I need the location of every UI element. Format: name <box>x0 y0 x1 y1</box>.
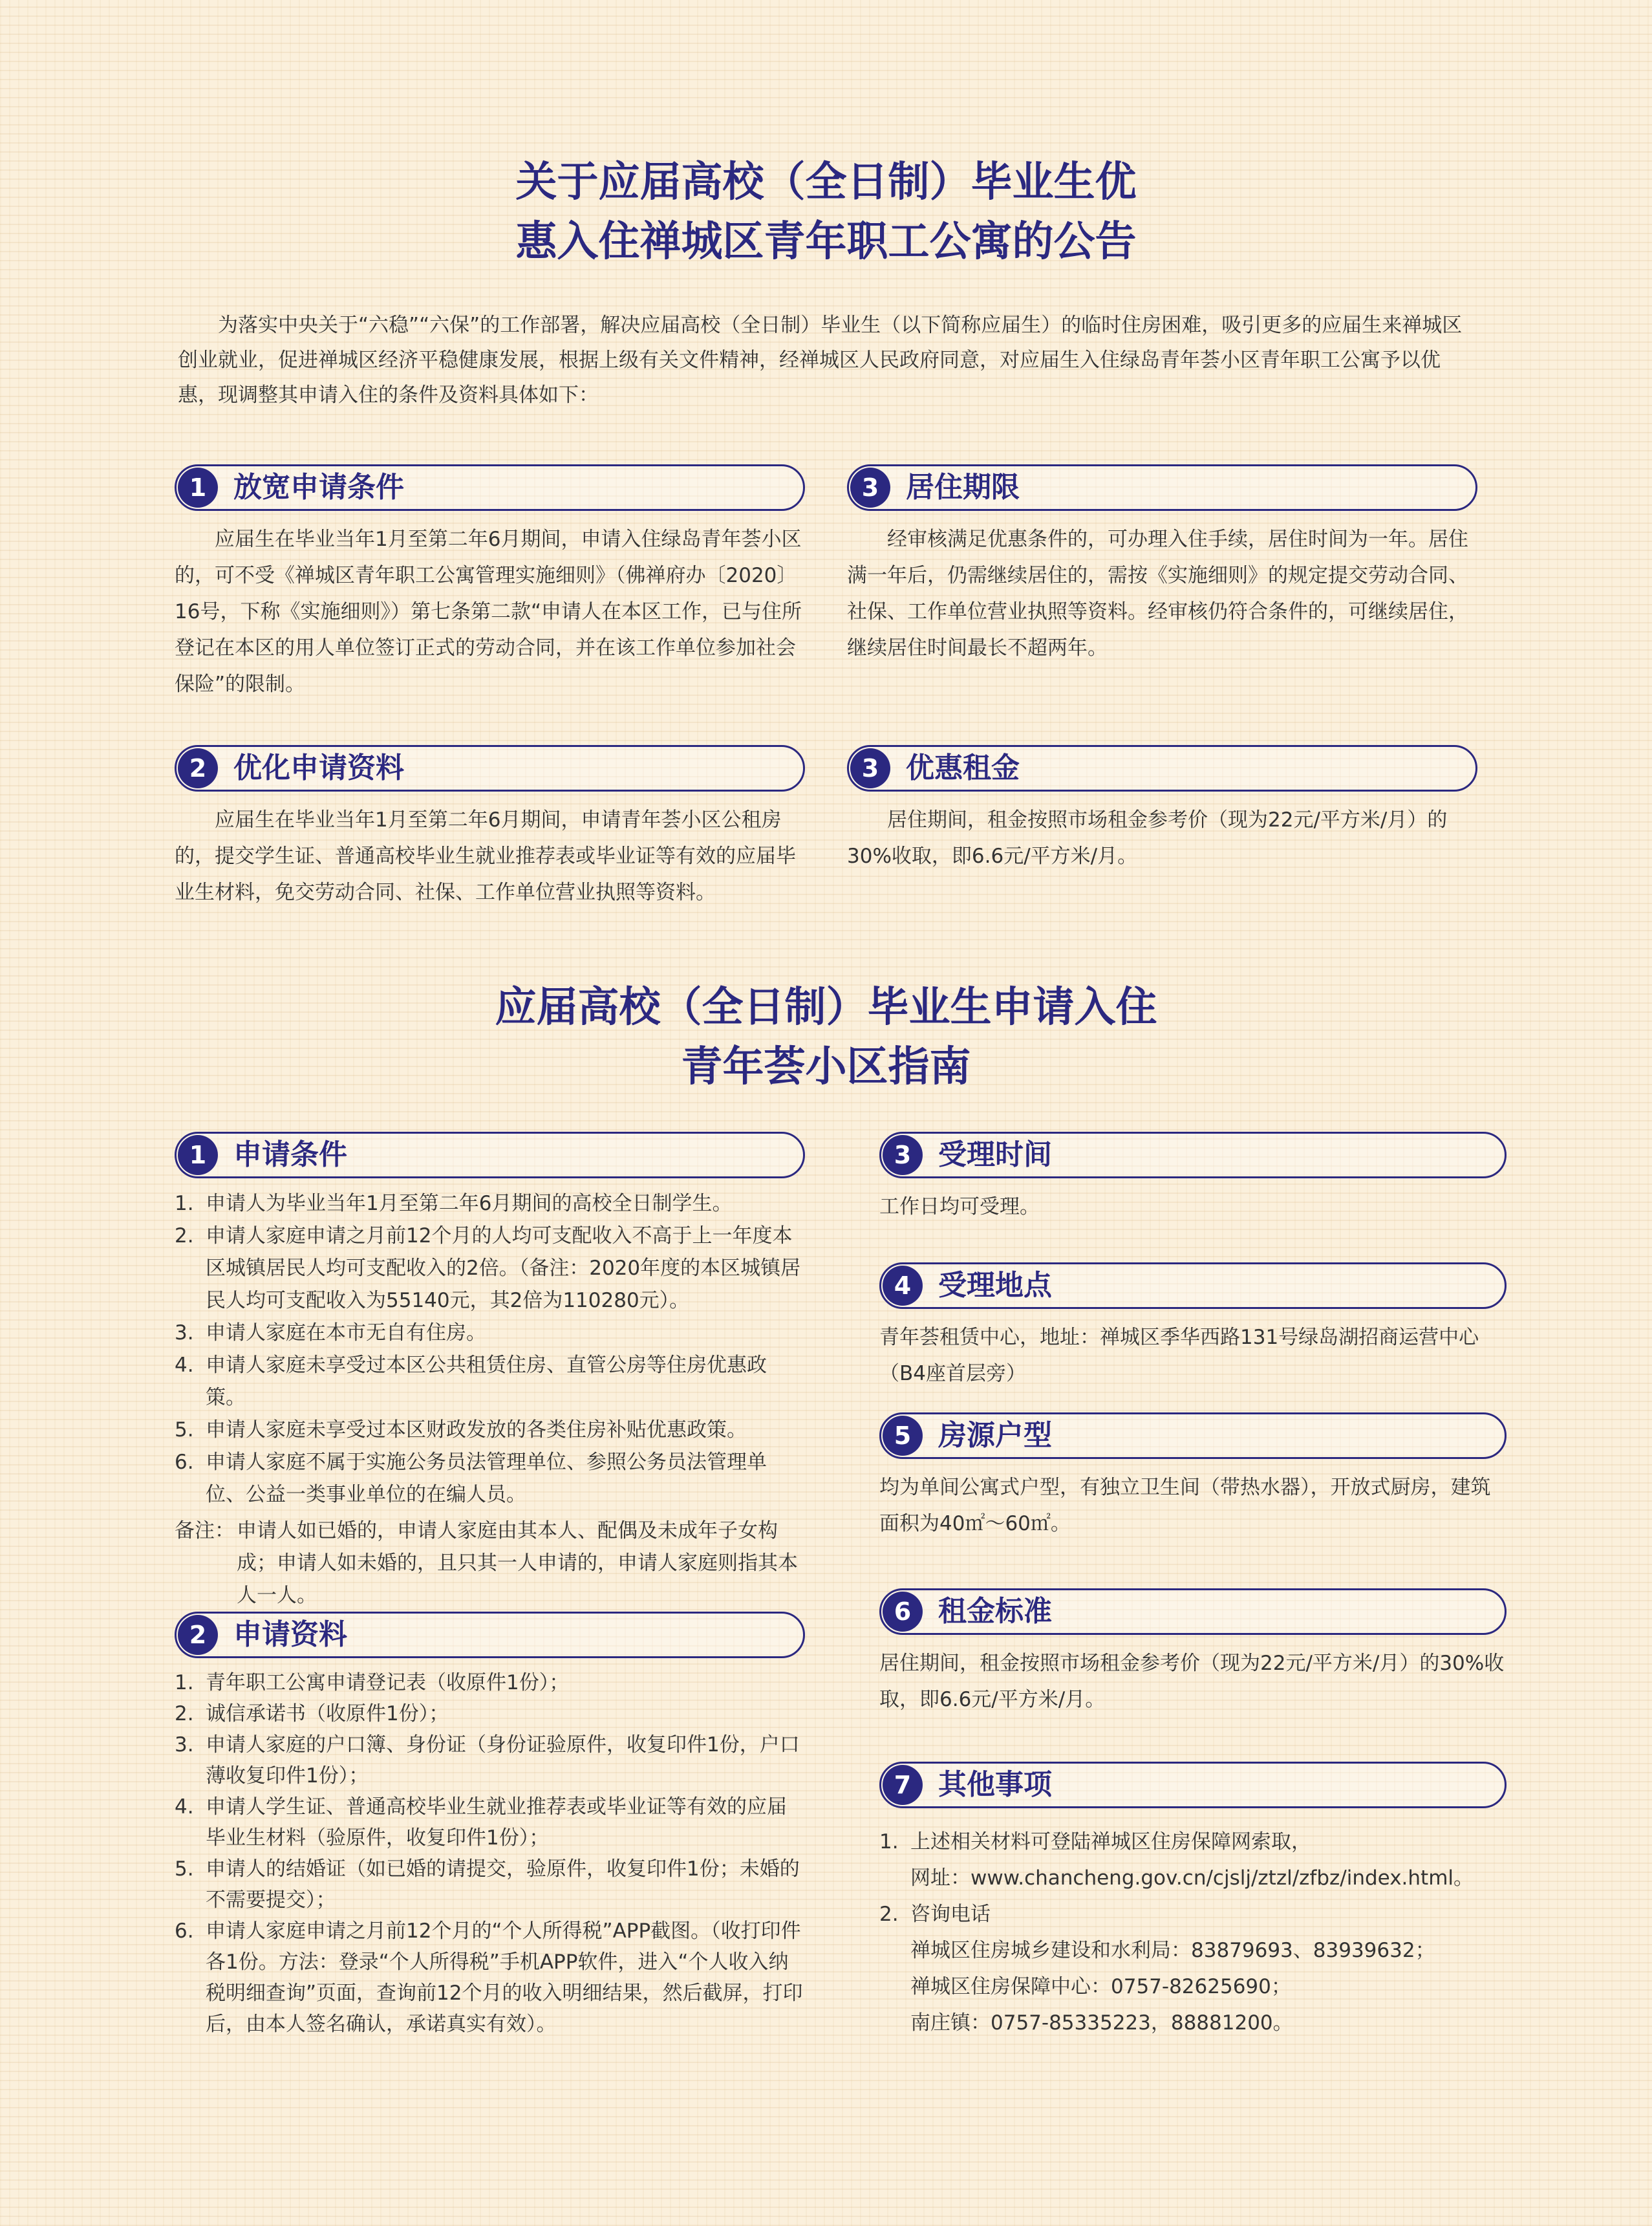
note-label: 备注： <box>175 1519 235 1542</box>
list-text: 申请人家庭不属于实施公务员法管理单位、参照公务员法管理单位、公益一类事业单位的在编人员。 <box>206 1451 767 1506</box>
announcement-intro: 为落实中央关于“六稳”“六保”的工作部署，解决应届高校（全日制）毕业生（以下简称应届生）的临时住房困难，吸引更多的应届生来禅城区创业就业，促进禅城区经济平稳健康发展，根据上级有关文件精神，经禅城区人民政府同意，对应届生入住绿岛青年荟小区青年职工公寓予以优惠，现调整其申请入住的条件及资料具体如下： <box>178 314 1463 407</box>
section-header <box>847 464 1477 511</box>
list-number: 2. <box>175 1702 194 1725</box>
section-text: 居住期间，租金按照市场租金参考价（现为22元/平方米/月）的30%收取，即6.6元/平方米/月。 <box>847 808 1448 868</box>
section-relax-conditions <box>175 464 805 702</box>
section-header <box>879 1762 1507 1808</box>
section-title: 房源户型 <box>938 1419 1052 1452</box>
list-item <box>879 1824 1507 1860</box>
list-text: 申请人家庭未享受过本区公共租赁住房、直管公房等住房优惠政策。 <box>206 1354 767 1409</box>
list-number: 4. <box>175 1795 194 1819</box>
list-item <box>175 1446 805 1511</box>
announcement-title-line1: 关于应届高校（全日制）毕业生优 <box>515 158 1137 206</box>
list-number: 2. <box>175 1224 194 1248</box>
note-text: 申请人如已婚的，申请人家庭由其本人、配偶及未成年子女构成；申请人如未婚的，且只其一人申请的，申请人家庭则指其本人一人。 <box>237 1519 798 1607</box>
section-title: 受理地点 <box>938 1269 1052 1302</box>
guide-materials <box>175 1612 805 2040</box>
section-header <box>879 1412 1507 1459</box>
list-text: 申请人家庭申请之月前12个月的“个人所得税”APP截图。（收打印件各1份。方法：登录“个人所得税”手机APP软件，进入“个人收入纳税明细查询”页面，查询前12个月的收入明细结果，然后截屏，打印后，由本人签名确认，承诺真实有效）。 <box>206 1919 803 2036</box>
list-number: 2. <box>879 1903 899 1926</box>
list-text: 申请人的结婚证（如已婚的请提交，验原件，收复印件1份；未婚的不需要提交）； <box>206 1857 800 1912</box>
section-number-badge: 1 <box>178 1135 218 1175</box>
phone-line <box>879 1969 1507 2005</box>
guide-title <box>0 978 1652 1097</box>
list-item <box>175 1729 805 1791</box>
section-title: 申请条件 <box>233 1138 347 1171</box>
list-item <box>175 1317 805 1349</box>
list-number: 3. <box>175 1733 194 1756</box>
list-number: 5. <box>175 1418 194 1442</box>
list-number: 1. <box>175 1671 194 1694</box>
announcement-title <box>0 153 1652 272</box>
guide-place <box>879 1262 1507 1392</box>
conditions-list <box>175 1187 805 1511</box>
section-header <box>175 1132 805 1178</box>
guide-rooms <box>879 1412 1507 1542</box>
section-number-badge: 4 <box>883 1266 923 1306</box>
guide-rent <box>879 1588 1507 1718</box>
section-text: 经审核满足优惠条件的，可办理入住手续，居住时间为一年。居住满一年后，仍需继续居住的，需按《实施细则》的规定提交劳动合同、社保、工作单位营业执照等资料。经审核仍符合条件的，可继续居住，继续居住时间最长不超两年。 <box>847 528 1468 660</box>
section-number-badge: 3 <box>883 1135 923 1175</box>
other-list <box>879 1824 1507 2041</box>
section-discount-rent <box>847 745 1477 874</box>
section-header <box>879 1262 1507 1309</box>
section-title: 放宽申请条件 <box>233 471 404 504</box>
phone-text: 禅城区住房保障中心：0757-82625690； <box>910 1975 1291 1998</box>
list-text: 咨询电话 <box>910 1903 991 1926</box>
phone-text: 南庄镇：0757-85335223，88881200。 <box>910 2011 1293 2035</box>
section-optimize-materials <box>175 745 805 911</box>
section-number-badge: 6 <box>883 1592 923 1632</box>
section-number-badge: 7 <box>883 1765 923 1805</box>
conditions-note <box>175 1515 805 1612</box>
list-item <box>175 1187 805 1220</box>
list-number: 6. <box>175 1451 194 1474</box>
list-text: 申请人家庭的户口簿、身份证（身份证验原件，收复印件1份，户口薄收复印件1份）； <box>206 1733 800 1788</box>
list-text: 申请人家庭申请之月前12个月的人均可支配收入不高于上一年度本区城镇居民人均可支配收入的2倍。（备注：2020年度的本区城镇居民人均可支配收入为55140元，其2倍为110280元）。 <box>206 1224 801 1312</box>
section-text: 应届生在毕业当年1月至第二年6月期间，申请青年荟小区公租房的，提交学生证、普通高校毕业生就业推荐表或毕业证等有效的应届毕业生材料，免交劳动合同、社保、工作单位营业执照等资料。 <box>175 808 796 904</box>
guide-title-line2: 青年荟小区指南 <box>681 1043 971 1091</box>
list-text: 申请人学生证、普通高校毕业生就业推荐表或毕业证等有效的应届毕业生材料（验原件，收复印件1份）； <box>206 1795 787 1850</box>
section-number-badge: 3 <box>850 748 890 788</box>
list-text: 诚信承诺书（收原件1份）； <box>206 1702 449 1725</box>
list-item <box>175 1791 805 1853</box>
website-url[interactable] <box>879 1860 1507 1896</box>
list-number: 3. <box>175 1321 194 1345</box>
section-text: 居住期间，租金按照市场租金参考价（现为22元/平方米/月）的30%收取，即6.6元/平方米/月。 <box>879 1652 1505 1711</box>
section-header <box>175 464 805 511</box>
section-number-badge: 5 <box>883 1416 923 1456</box>
list-number: 5. <box>175 1857 194 1881</box>
guide-time <box>879 1132 1507 1225</box>
section-header <box>175 1612 805 1658</box>
list-item <box>175 1349 805 1414</box>
section-text: 均为单间公寓式户型，有独立卫生间（带热水器），开放式厨房，建筑面积为40㎡～60㎡。 <box>879 1476 1491 1535</box>
phone-line <box>879 2005 1507 2041</box>
section-title: 居住期限 <box>906 471 1020 504</box>
list-text: 青年职工公寓申请登记表（收原件1份）； <box>206 1671 570 1694</box>
section-number-badge: 2 <box>178 748 218 788</box>
guide-conditions <box>175 1132 805 1612</box>
list-number: 4. <box>175 1354 194 1377</box>
list-text: 申请人家庭在本市无自有住房。 <box>206 1321 486 1345</box>
guide-other <box>879 1762 1507 2041</box>
section-title: 优惠租金 <box>906 751 1020 784</box>
materials-list <box>175 1667 805 2040</box>
section-header <box>847 745 1477 792</box>
section-header <box>879 1588 1507 1635</box>
section-title: 其他事项 <box>938 1768 1052 1801</box>
list-item <box>175 1698 805 1729</box>
guide-title-line1: 应届高校（全日制）毕业生申请入住 <box>495 984 1157 1032</box>
list-item <box>175 1916 805 2040</box>
list-text: 申请人家庭未享受过本区财政发放的各类住房补贴优惠政策。 <box>206 1418 747 1442</box>
list-item <box>175 1220 805 1317</box>
section-title: 租金标准 <box>938 1595 1052 1628</box>
phone-line <box>879 1932 1507 1969</box>
section-header <box>175 745 805 792</box>
section-number-badge: 2 <box>178 1615 218 1655</box>
section-number-badge: 1 <box>178 468 218 508</box>
list-text: 申请人为毕业当年1月至第二年6月期间的高校全日制学生。 <box>206 1192 733 1215</box>
url-text[interactable]: 网址：www.chancheng.gov.cn/cjslj/ztzl/zfbz/index.html。 <box>910 1866 1474 1890</box>
section-title: 受理时间 <box>938 1138 1052 1171</box>
list-number: 6. <box>175 1919 194 1943</box>
announcement-title-line2: 惠入住禅城区青年职工公寓的公告 <box>515 218 1137 266</box>
section-residence-period <box>847 464 1477 666</box>
list-item <box>175 1853 805 1916</box>
list-item <box>175 1667 805 1698</box>
section-text: 工作日均可受理。 <box>879 1195 1040 1218</box>
section-title: 优化申请资料 <box>233 751 404 784</box>
list-item <box>175 1414 805 1446</box>
section-title: 申请资料 <box>233 1618 347 1651</box>
phone-text: 禅城区住房城乡建设和水利局：83879693、83939632； <box>910 1939 1435 1962</box>
list-text: 上述相关材料可登陆禅城区住房保障网索取， <box>910 1830 1311 1853</box>
section-number-badge: 3 <box>850 468 890 508</box>
section-header <box>879 1132 1507 1178</box>
list-number: 1. <box>175 1192 194 1215</box>
list-item <box>879 1896 1507 1932</box>
section-text: 青年荟租赁中心，地址：禅城区季华西路131号绿岛湖招商运营中心（B4座首层旁） <box>879 1326 1479 1385</box>
list-number: 1. <box>879 1830 899 1853</box>
section-text: 应届生在毕业当年1月至第二年6月期间，申请入住绿岛青年荟小区的，可不受《禅城区青年职工公寓管理实施细则》（佛禅府办〔2020〕16号，下称《实施细则》）第七条第二款“申请人在本区工作，已与住所登记在本区的用人单位签订正式的劳动合同，并在该工作单位参加社会保险”的限制。 <box>175 528 802 696</box>
